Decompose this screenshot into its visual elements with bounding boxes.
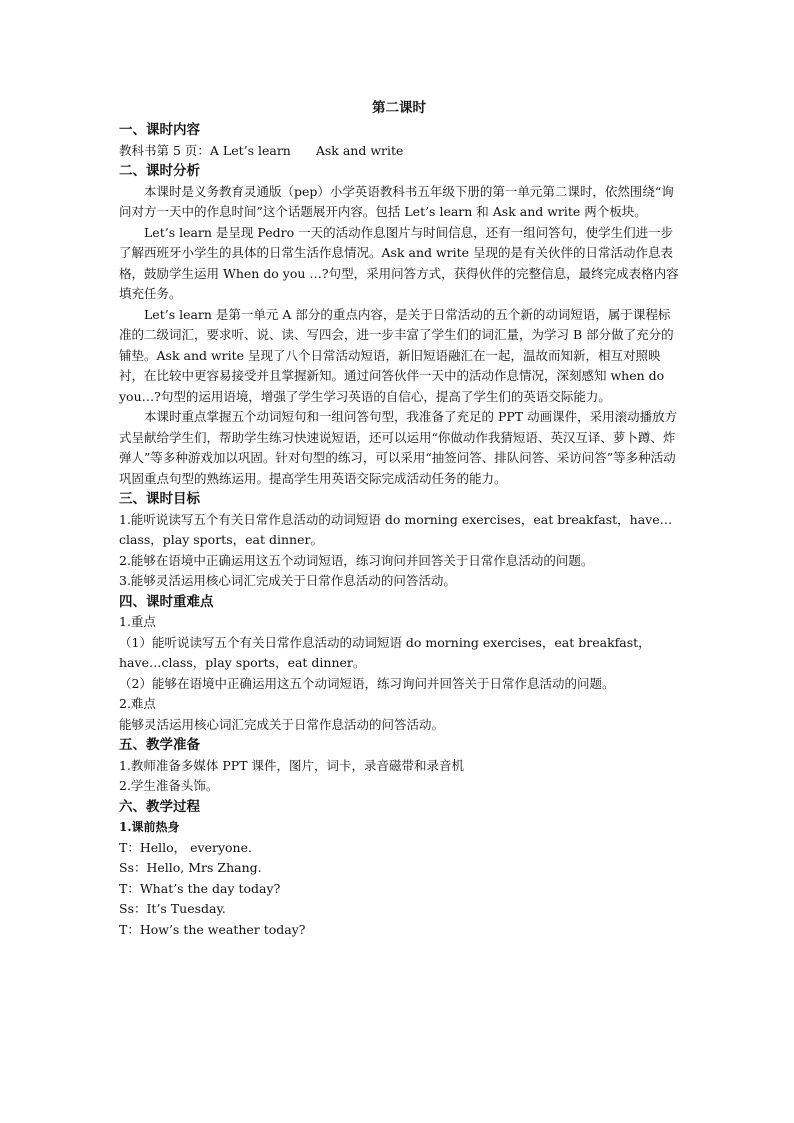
key-point-item: （1）能听说读写五个有关日常作息活动的动词短语 do morning exercises，eat breakfast，have…class，play sports，eat dinner。: [119, 634, 651, 670]
dialog-line: Ss：Hello, Mrs Zhang.: [119, 860, 262, 875]
dialog-line: Ss：It’s Tuesday.: [119, 901, 226, 916]
paragraph: 教科书第 5 页：A Let’s learn Ask and write: [119, 142, 404, 158]
dialog-line: T：How’s the weather today?: [119, 921, 306, 937]
section-heading: 三、课时目标: [119, 491, 200, 507]
dialog-line: T：What’s the day today?: [119, 880, 281, 896]
goal-item: 1.能听说读写五个有关日常作息活动的动词短语 do morning exercises，eat breakfast，have…class，play sports，eat dinner。: [119, 511, 673, 547]
section-heading: 四、课时重难点: [119, 593, 214, 610]
goal-item: 3.能够灵活运用核心词汇完成关于日常作息活动的问答活动。: [119, 573, 456, 588]
paragraph: 本课时是义务教育灵通版（pep）小学英语教科书五年级下册的第一单元第二课时，依然围绕“询问对方一天中的作息时间”这个话题展开内容。包括 Let’s learn 和 Ask and write 两个板块。: [119, 183, 674, 219]
document-body: [119, 98, 679, 940]
section-heading: 一、课时内容: [119, 122, 200, 138]
section-heading: 五、教学准备: [119, 737, 200, 753]
key-point-item: （2）能够在语境中正确运用这五个动词短语，练习询问并回答关于日常作息活动的问题。: [119, 675, 615, 691]
difficulty-item: 能够灵活运用核心词汇完成关于日常作息活动的问答活动。: [119, 716, 445, 732]
page-title: 第二课时: [372, 100, 426, 116]
paragraph: Let’s learn 是呈现 Pedro 一天的活动作息图片与时间信息，还有一组问答句，使学生们进一步了解西班牙小学生的具体的日常生活作息情况。Ask and write 呈现的是有关伙伴的日常活动作息表格，鼓励学生运用 When do you …?句型，采用问答方式，获得伙伴的完整信息，最终完成表格内容填充任务。: [119, 224, 679, 301]
goal-item: 2.能够在语境中正确运用这五个动词短语，练习询问并回答关于日常作息活动的问题。: [119, 552, 594, 568]
key-point-label: 1.重点: [119, 614, 156, 629]
dialog-line: T：Hello， everyone.: [119, 839, 252, 855]
section-heading: 六、教学过程: [119, 798, 200, 815]
prep-item: 1.教师准备多媒体 PPT 课件，图片，词卡，录音磁带和录音机: [119, 757, 465, 773]
section-heading: 二、课时分析: [119, 163, 200, 179]
difficulty-label: 2.难点: [119, 696, 156, 711]
subsection-heading: 1.课前热身: [119, 820, 180, 834]
paragraph: Let’s learn 是第一单元 A 部分的重点内容，是关于日常活动的五个新的动词短语，属于课程标准的二级词汇，要求听、说、读、写四会，进一步丰富了学生们的词汇量，为学习 B 部分做了充分的铺垫。Ask and write 呈现了八个日常活动短语，新旧短语融汇在一起，温故而知新，相互对照映衬，在比较中更容易接受并且掌握新知。通过问答伙伴一天中的活动作息情况，深刻感知 when do you…?句型的运用语境，增强了学生学习英语的自信心，提高了学生们的英语交际能力。: [119, 306, 674, 404]
paragraph: 本课时重点掌握五个动词短句和一组问答句型，我准备了充足的 PPT 动画课件，采用滚动播放方式呈献给学生们，帮助学生练习快速说短语，还可以运用“你做动作我猜短语、英汉互译、萝卜蹲、炸弹人”等多种游戏加以巩固。针对句型的练习，可以采用“抽签问答、排队问答、采访问答”等多种活动巩固重点句型的熟练运用。提高学生用英语交际完成活动任务的能力。: [119, 409, 678, 486]
prep-item: 2.学生准备头饰。: [119, 778, 219, 793]
